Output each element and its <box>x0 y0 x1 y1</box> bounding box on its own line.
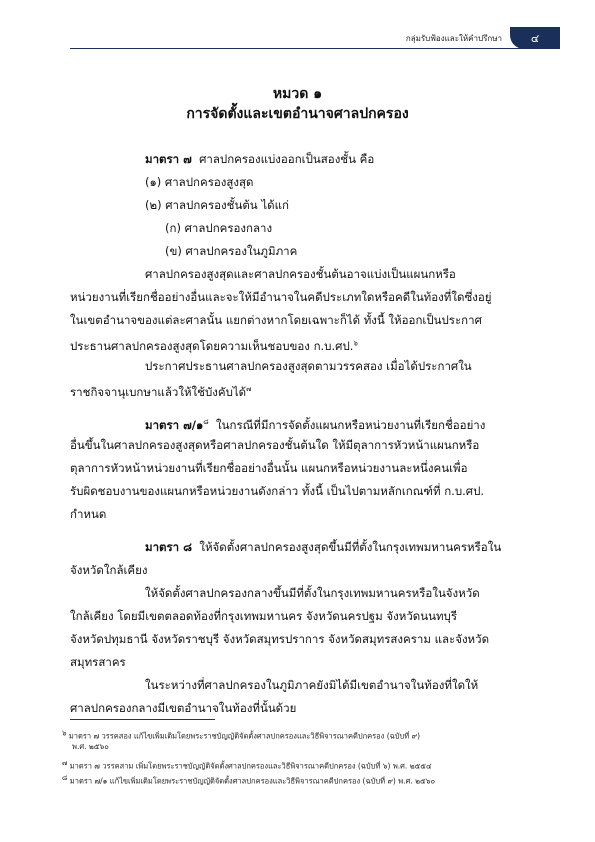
paragraph-line: ตุลาการหัวหน้าหน่วยงานที่เรียกชื่ออย่างอื่นนั้น แผนกหรือหน่วยงานละหนึ่งคนเพื่อ <box>70 461 468 475</box>
footnote-text: มาตรา ๗ วรรคสอง แก้ไขเพิ่มเติมโดยพระราชบัญญัติจัดตั้งศาลปกครองและวิธีพิจารณาคดีปกครอง (ฉบับที่ ๙) <box>68 731 421 741</box>
paragraph-line: ให้จัดตั้งศาลปกครองกลางขึ้นมีที่ตั้งในกรุงเทพมหานครหรือในจังหวัด <box>145 586 480 600</box>
footnote-mark: ๗ <box>62 759 68 767</box>
section-7-heading <box>145 150 374 168</box>
paragraph-line: กำหนด <box>70 507 107 521</box>
paragraph-line: อื่นขึ้นในศาลปกครองสูงสุดหรือศาลปกครองชั้นต้นใด ให้มีตุลาการหัวหน้าแผนกหรือ <box>70 438 480 452</box>
footnote-7 <box>62 758 432 772</box>
footnote-divider <box>70 719 215 720</box>
footnote-8 <box>62 773 435 787</box>
paragraph-line: สมุทรสาคร <box>70 655 126 669</box>
section-8-heading <box>145 538 501 556</box>
footnote-ref: ๖ <box>353 339 358 347</box>
section-7-item-2b: (ข) ศาลปกครองในภูมิภาค <box>165 244 298 258</box>
section-text: ให้จัดตั้งศาลปกครองสูงสุดขึ้นมีที่ตั้งในกรุงเทพมหานครหรือใน <box>199 540 502 554</box>
paragraph-text: ประธานศาลปกครองสูงสุดโดยความเห็นชอบของ ก.บ.ศป. <box>70 338 354 353</box>
footnote-ref: ๘ <box>203 418 209 426</box>
chapter-title: หมวด ๑ <box>272 86 323 102</box>
section-text: ศาลปกครองแบ่งออกเป็นสองชั้น คือ <box>199 152 375 166</box>
section-label: มาตรา ๗ <box>145 152 192 166</box>
section-7-item-2: (๒) ศาลปกครองชั้นต้น ได้แก่ <box>145 198 289 212</box>
paragraph-line: หน่วยงานที่เรียกชื่ออย่างอื่นและจะให้มีอำนาจในคดีประเภทใดหรือคดีในท้องที่ใดซึ่งอยู่ <box>70 290 492 304</box>
paragraph-line: ในเขตอำนาจของแต่ละศาลนั้น แยกต่างหากโดยเฉพาะก็ได้ ทั้งนี้ ให้ออกเป็นประกาศ <box>70 313 482 327</box>
footnote-mark: ๘ <box>62 774 68 782</box>
paragraph-line <box>70 380 251 401</box>
footnote-ref: ๗ <box>246 385 252 393</box>
paragraph-line: ใกล้เคียง โดยมีเขตตลอดท้องที่กรุงเทพมหานคร จังหวัดนครปฐม จังหวัดนนทบุรี <box>70 609 458 623</box>
section-label: มาตรา ๗/๑ <box>145 417 204 432</box>
paragraph-text: ราชกิจจานุเบกษาแล้วให้ใช้บังคับได้ <box>70 384 247 399</box>
section-text: ในกรณีที่มีการจัดตั้งแผนกหรือหน่วยงานที่เรียกชื่ออย่าง <box>216 417 486 432</box>
section-7-1-heading <box>145 413 485 434</box>
page-header <box>70 27 560 49</box>
section-7-item-1: (๑) ศาลปกครองสูงสุด <box>145 175 254 189</box>
chapter-subtitle: การจัดตั้งและเขตอำนาจศาลปกครอง <box>186 106 409 122</box>
footnote-text: มาตรา ๗ วรรคสาม เพิ่มโดยพระราชบัญญัติจัดตั้งศาลปกครองและวิธีพิจารณาคดีปกครอง (ฉบับที่ ๖) พ.ศ. ๒๕๕๔ <box>69 761 432 771</box>
paragraph-line: ศาลปกครองกลางมีเขตอำนาจในท้องที่นั้นด้วย <box>70 701 297 715</box>
section-7-item-2a: (ก) ศาลปกครองกลาง <box>165 221 273 235</box>
paragraph-line: จังหวัดใกล้เคียง <box>70 563 148 577</box>
page-number-badge: ๔ <box>510 27 560 49</box>
footnote-mark: ๖ <box>62 729 67 737</box>
header-rule <box>70 48 560 49</box>
section-label: มาตรา ๘ <box>145 540 193 554</box>
paragraph-line: จังหวัดปทุมธานี จังหวัดราชบุรี จังหวัดสมุทรปราการ จังหวัดสมุทรสงคราม และจังหวัด <box>70 632 490 646</box>
paragraph-line: ในระหว่างที่ศาลปกครองในภูมิภาคยังมิได้มีเขตอำนาจในท้องที่ใดให้ <box>145 678 479 692</box>
footnote-6-cont: พ.ศ. ๒๕๖๐ <box>72 742 109 751</box>
paragraph-line: ศาลปกครองสูงสุดและศาลปกครองชั้นต้นอาจแบ่งเป็นแผนกหรือ <box>145 267 456 281</box>
footnote-6 <box>62 728 420 742</box>
footnote-text: มาตรา ๗/๑ แก้ไขเพิ่มเติมโดยพระราชบัญญัติจัดตั้งศาลปกครองและวิธีพิจารณาคดีปกครอง (ฉบับที่ ๙) พ.ศ. ๒๕๖๐ <box>69 776 436 786</box>
paragraph-line: ประกาศประธานศาลปกครองสูงสุดตามวรรคสอง เมื่อได้ประกาศใน <box>145 359 472 373</box>
paragraph-line: รับผิดชอบงานของแผนกหรือหน่วยงานดังกล่าว ทั้งนี้ เป็นไปตามหลักเกณฑ์ที่ ก.บ.ศป. <box>70 484 485 498</box>
header-text: กลุ่มรับฟ้องและให้คำปรึกษา <box>405 34 502 43</box>
paragraph-line <box>70 334 358 355</box>
